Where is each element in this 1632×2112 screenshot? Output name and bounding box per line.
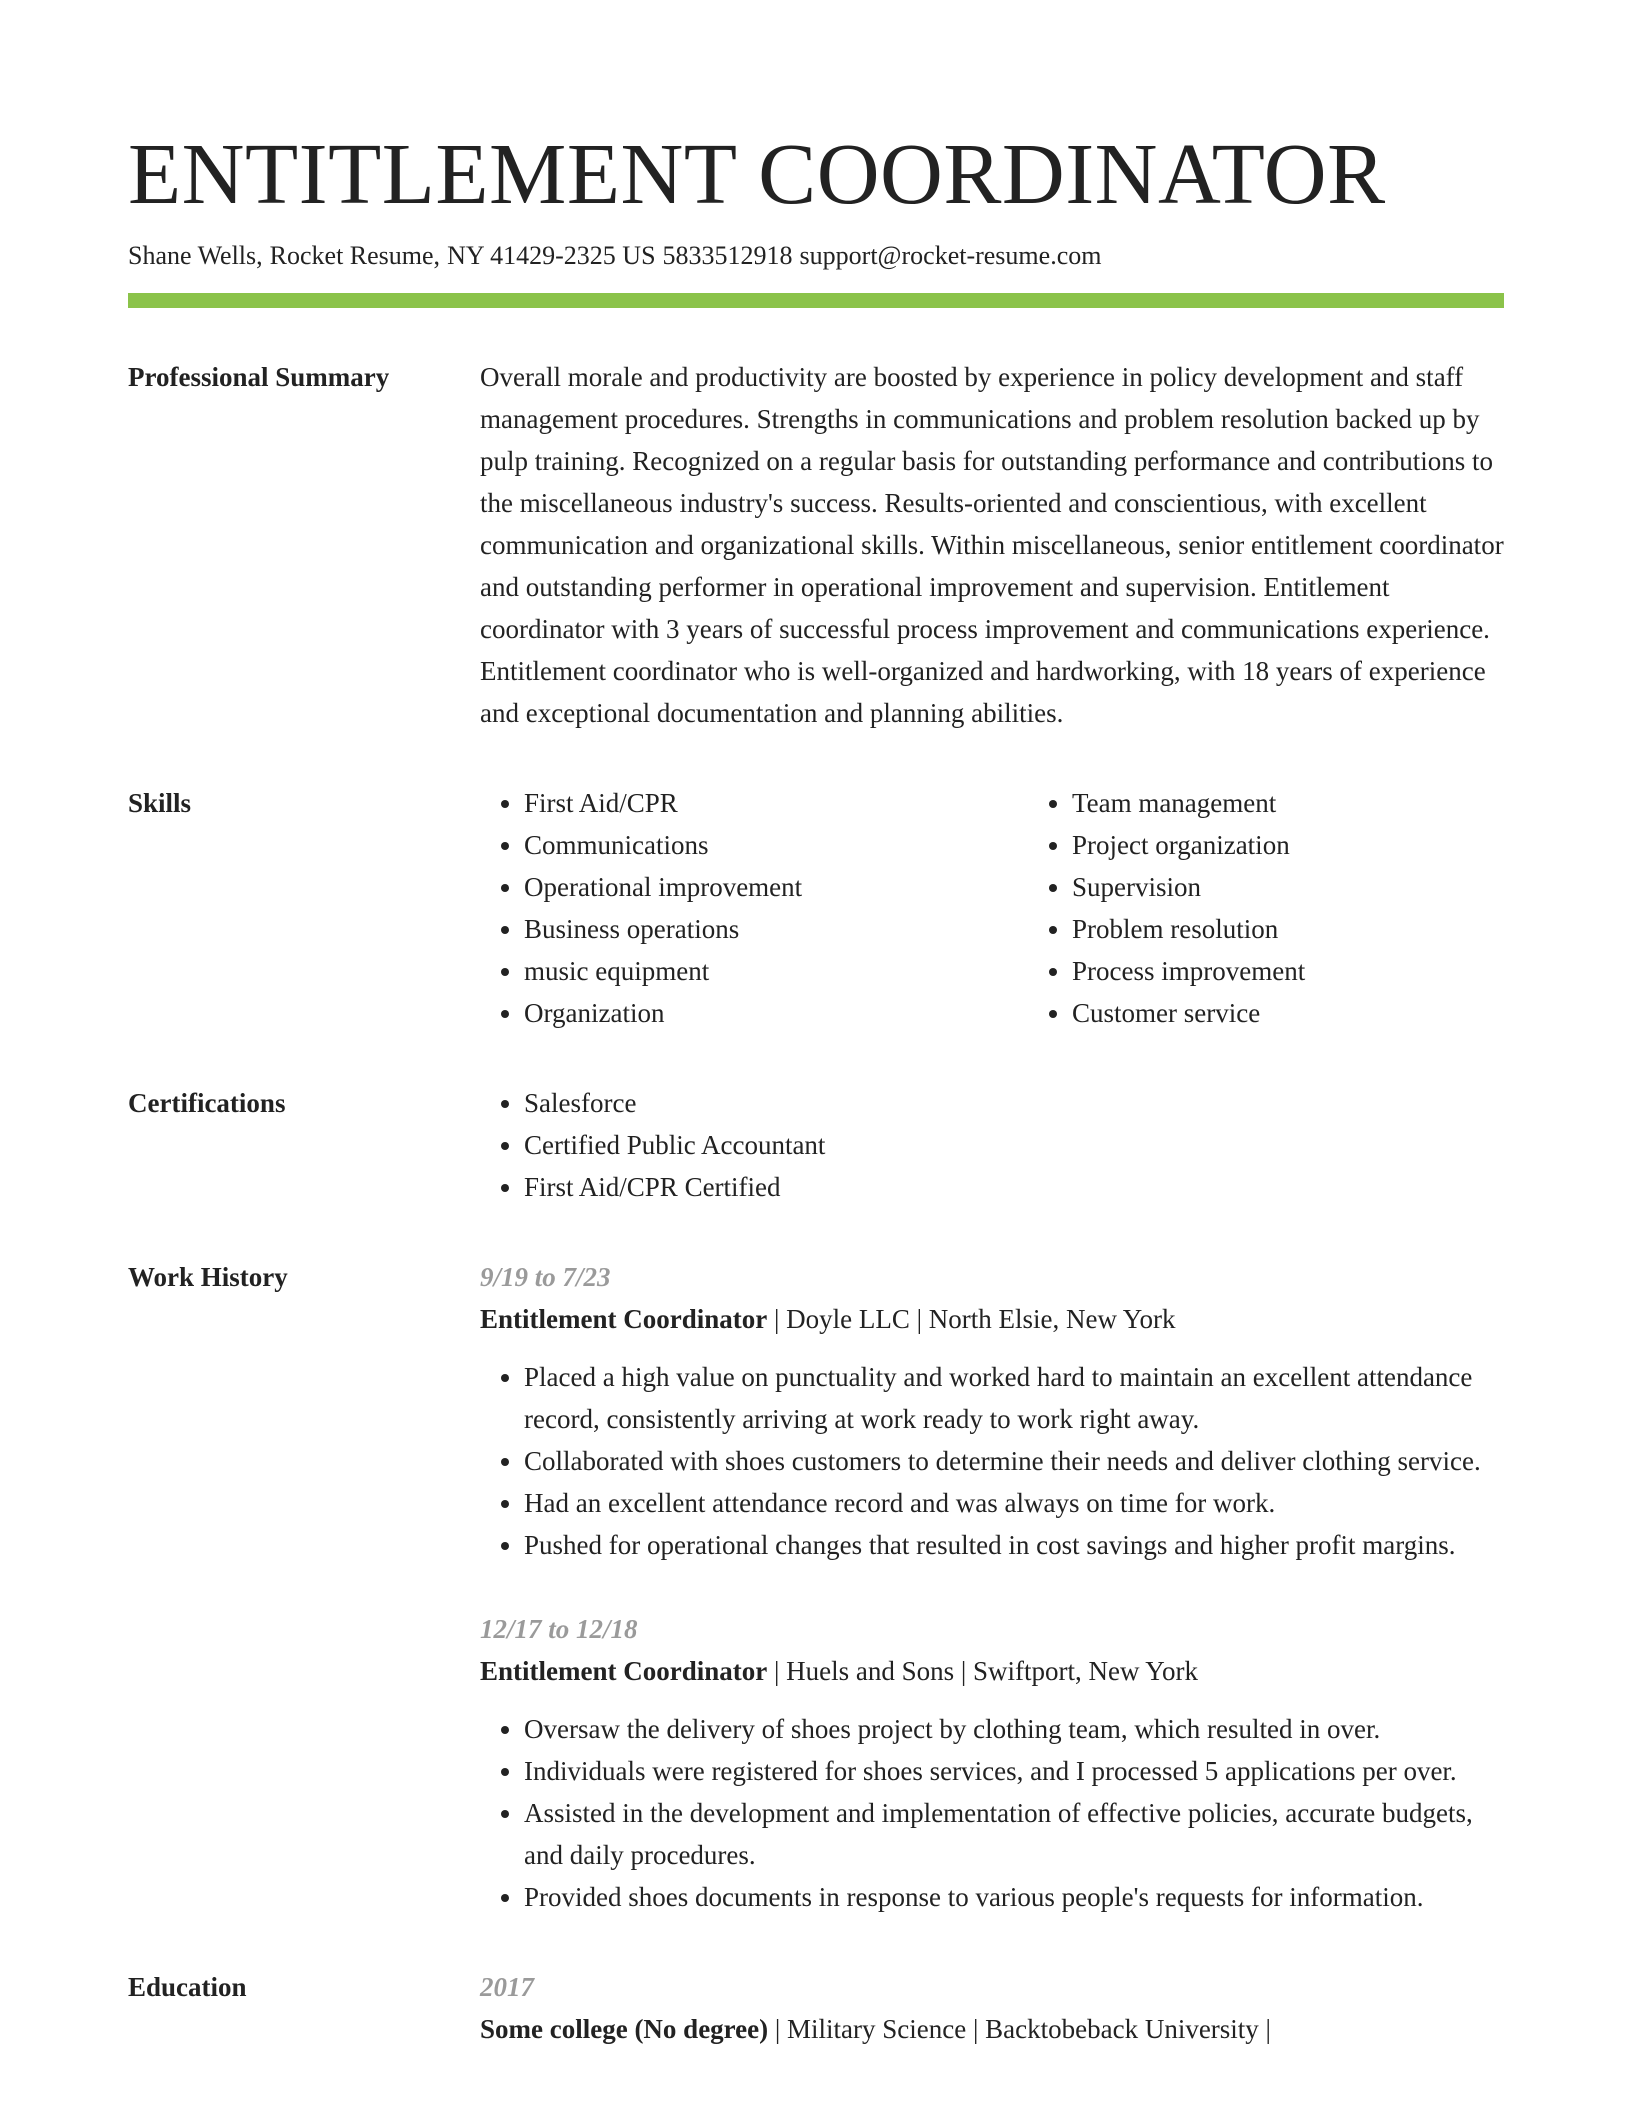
education-field-school: | Military Science | Backtobeback University | [768, 2013, 1271, 2044]
education-year: 2017 [480, 1971, 534, 2002]
job-header [480, 1650, 1504, 1692]
job-employer-location: | Doyle LLC | North Elsie, New York [767, 1303, 1176, 1334]
summary-text: Overall morale and productivity are boosted by experience in policy development and staff management procedures. Strengths in communications and problem resolution backed up by pulp training. Recognized on a regular basis for outstanding performance and contributions to the miscellaneous industry's success. Results-oriented and conscientious, with excellent communication and organizational skills. Within miscellaneous, senior entitlement coordinator and outstanding performer in operational improvement and supervision. Entitlement coordinator with 3 years of successful process improvement and communications experience. Entitlement coordinator who is well-organized and hardworking, with 18 years of experience and exceptional documentation and planning abilities. [480, 361, 1504, 728]
education-degree: Some college (No degree) [480, 2013, 769, 2044]
skills-list-right [1028, 782, 1576, 1034]
skill-item: • Process improvement [1072, 950, 1576, 992]
skills-list-left [480, 782, 1028, 1034]
job-bullet: • Had an excellent attendance record and was always on time for work. [524, 1482, 1504, 1524]
job-dates: 12/17 to 12/18 [480, 1613, 638, 1644]
job-header [480, 1298, 1504, 1340]
skill-item: • Communications [524, 824, 1028, 866]
contact-name: Shane Wells, [128, 241, 263, 270]
job-bullet: • Placed a high value on punctuality and worked hard to maintain an excellent attendance record, consistently arriving at work ready to work right away. [524, 1356, 1504, 1440]
certification-item: • Certified Public Accountant [524, 1124, 1504, 1166]
job-bullets [480, 1356, 1504, 1566]
section-title-work-history: Work History [128, 1261, 288, 1292]
job-title: Entitlement Coordinator [480, 1303, 768, 1334]
skill-item: • Business operations [524, 908, 1028, 950]
job-title: Entitlement Coordinator [480, 1655, 768, 1686]
skill-item: • First Aid/CPR [524, 782, 1028, 824]
contact-line [128, 239, 1504, 273]
job-bullet: • Collaborated with shoes customers to determine their needs and deliver clothing service. [524, 1440, 1504, 1482]
job-entry [480, 1256, 1504, 1566]
certification-item: • First Aid/CPR Certified [524, 1166, 1504, 1208]
skill-item: • Team management [1072, 782, 1576, 824]
contact-location: NY 41429-2325 US [447, 241, 656, 270]
job-bullet: • Provided shoes documents in response to various people's requests for information. [524, 1876, 1504, 1918]
certification-item: • Salesforce [524, 1082, 1504, 1124]
certifications-section [128, 1082, 1504, 1208]
job-bullet: • Pushed for operational changes that resulted in cost savings and higher profit margins. [524, 1524, 1504, 1566]
job-bullet: • Individuals were registered for shoes services, and I processed 5 applications per over. [524, 1750, 1504, 1792]
skill-item: • Project organization [1072, 824, 1576, 866]
job-bullets [480, 1708, 1504, 1918]
accent-divider [128, 293, 1504, 308]
section-title-summary: Professional Summary [128, 361, 390, 392]
contact-company: Rocket Resume, [269, 241, 441, 270]
contact-phone: 5833512918 [662, 241, 793, 270]
certifications-list [480, 1082, 1504, 1208]
skills-section [128, 782, 1504, 1034]
contact-email[interactable]: support@rocket-resume.com [799, 241, 1102, 270]
job-bullet: • Oversaw the delivery of shoes project by clothing team, which resulted in over. [524, 1708, 1504, 1750]
job-employer-location: | Huels and Sons | Swiftport, New York [767, 1655, 1199, 1686]
candidate-name: ENTITLEMENT COORDINATOR [128, 125, 1386, 222]
job-bullet: • Assisted in the development and implementation of effective policies, accurate budgets, and daily procedures. [524, 1792, 1504, 1876]
skill-item: • Operational improvement [524, 866, 1028, 908]
section-title-skills: Skills [128, 787, 192, 818]
education-header [480, 2008, 1504, 2050]
section-title-certifications: Certifications [128, 1087, 286, 1118]
summary-section [128, 356, 1504, 734]
job-dates: 9/19 to 7/23 [480, 1261, 611, 1292]
section-title-education: Education [128, 1971, 247, 2002]
education-section [128, 1966, 1504, 2050]
skill-item: • music equipment [524, 950, 1028, 992]
work-history-section [128, 1256, 1504, 1918]
job-entry [480, 1608, 1504, 1918]
skill-item: • Supervision [1072, 866, 1576, 908]
skill-item: • Organization [524, 992, 1028, 1034]
skill-item: • Problem resolution [1072, 908, 1576, 950]
skill-item: • Customer service [1072, 992, 1576, 1034]
